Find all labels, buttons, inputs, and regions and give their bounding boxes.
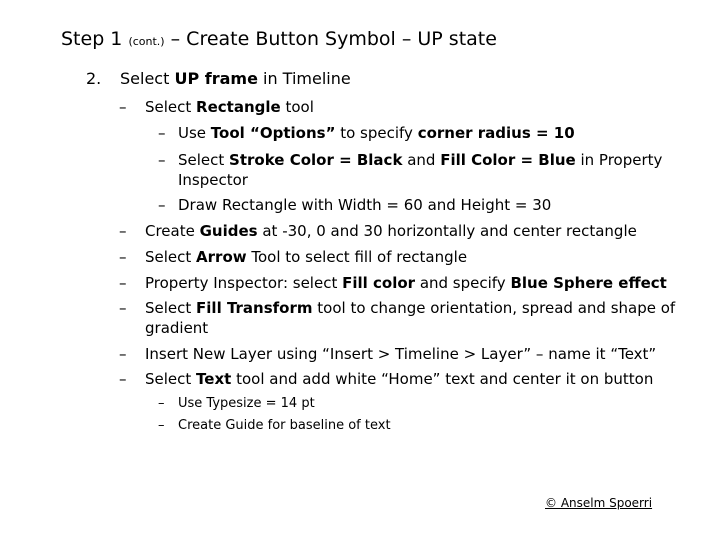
bullet-dash: – <box>119 345 127 363</box>
bullet-text: Use Tool “Options” to specify corner radius = 10 <box>178 124 575 142</box>
main-point-number: 2. <box>86 69 102 88</box>
bullet-dash: – <box>158 124 166 142</box>
bullet-text: Use Typesize = 14 pt <box>178 396 315 411</box>
bullet-text: Property Inspector: select Fill color and specify Blue Sphere effect <box>145 274 667 292</box>
bullet-text: Create Guide for baseline of text <box>178 418 391 433</box>
bullet-text-continuation: gradient <box>145 319 209 337</box>
slide-title <box>61 28 497 50</box>
copyright-link[interactable]: © Anselm Spoerri <box>545 496 653 510</box>
main-point-pre: Select <box>120 69 175 88</box>
bullet-text: Select Arrow Tool to select fill of rectangle <box>145 248 468 266</box>
bullet-dash: – <box>119 370 127 388</box>
bullet-text: Select Rectangle tool <box>145 98 314 116</box>
main-point <box>86 69 351 88</box>
bullet-text-continuation: Inspector <box>178 171 248 189</box>
bullet-dash: – <box>119 98 127 116</box>
bullet-text: Create Guides at -30, 0 and 30 horizontally and center rectangle <box>145 222 637 240</box>
bullet-text: Draw Rectangle with Width = 60 and Height = 30 <box>178 196 552 214</box>
bullet-dash: – <box>119 248 127 266</box>
bullet-dash: – <box>158 196 166 214</box>
bullet-text: Select Text tool and add white “Home” text and center it on button <box>145 370 654 388</box>
bullet-text: Select Stroke Color = Black and Fill Color = Blue in Property <box>178 151 663 169</box>
bullet-dash: – <box>158 418 165 433</box>
title-step: Step 1 <box>61 28 123 50</box>
bullet-dash: – <box>119 222 127 240</box>
bullet-dash: – <box>119 274 127 292</box>
title-cont: (cont.) <box>128 35 165 48</box>
bullet-dash: – <box>119 299 127 317</box>
bullet-text: Insert New Layer using “Insert > Timeline > Layer” – name it “Text” <box>145 345 657 363</box>
bullet-text: Select Fill Transform tool to change orientation, spread and shape of <box>145 299 676 317</box>
bullet-dash: – <box>158 151 166 169</box>
bullet-dash: – <box>158 396 165 411</box>
main-point-bold: UP frame <box>174 69 258 88</box>
main-point-post: in Timeline <box>257 69 351 88</box>
title-rest: – Create Button Symbol – UP state <box>170 28 497 50</box>
